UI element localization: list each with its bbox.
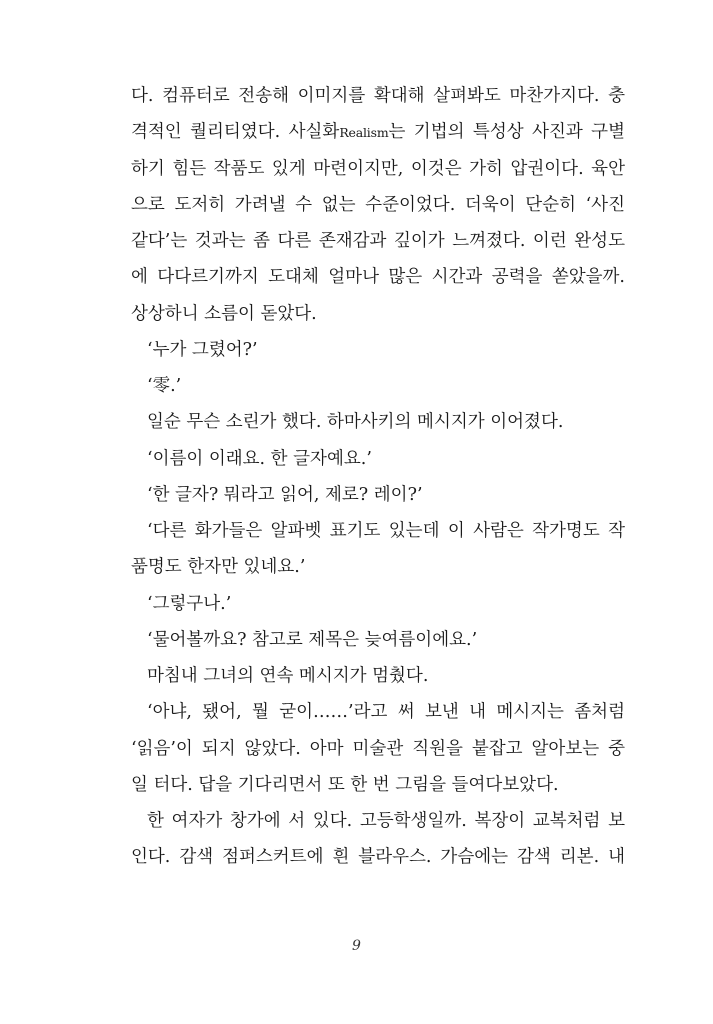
text-line: ‘아냐, 됐어, 뭘 굳이……’라고 써 보낸 내 메시지는 좀처럼	[147, 702, 625, 723]
dialogue-line: 품명도 한자만 있네요.’	[131, 557, 306, 578]
text-line: 으로 도저히 가려낼 수 없는 수준이었다. 더욱이 단순히 ‘사진	[131, 194, 625, 215]
latin-annotation: Realism	[339, 125, 389, 141]
text-line: 마침내 그녀의 연속 메시지가 멈췄다.	[147, 666, 429, 686]
dialogue-line: ‘한 글자? 뭐라고 읽어, 제로? 레이?’	[147, 484, 423, 505]
text-line: 인다. 감색 점퍼스커트에 흰 블라우스. 가슴에는 감색 리본. 내	[131, 847, 625, 868]
text-line: 한 여자가 창가에 서 있다. 고등학생일까. 복장이 교복처럼 보	[147, 811, 625, 831]
dialogue-line: ‘다른 화가들은 알파벳 표기도 있는데 이 사람은 작가명도 작	[147, 521, 625, 541]
text-line: ‘읽음’이 되지 않았다. 아마 미술관 직원을 붙잡고 알아보는 중	[131, 738, 625, 759]
text-line: 상상하니 소름이 돋았다.	[131, 303, 317, 324]
dialogue-line: ‘누가 그렸어?’	[147, 339, 258, 360]
dialogue-line: ‘零.’	[147, 376, 182, 396]
text-line: 하기 힘든 작품도 있게 마련이지만, 이것은 가히 압권이다. 육안	[131, 158, 625, 179]
text-line: 같다’는 것과는 좀 다른 존재감과 깊이가 느껴졌다. 이런 완성도	[131, 231, 625, 251]
text-segment: 는 기법의 특성상 사진과 구별	[388, 122, 625, 143]
dialogue-line: ‘그렇구나.’	[147, 593, 232, 614]
dialogue-line: ‘물어볼까요? 참고로 제목은 늦여름이에요.’	[147, 629, 478, 650]
dialogue-line: ‘이름이 이래요. 한 글자예요.’	[147, 448, 372, 469]
text-line	[131, 114, 625, 150]
text-line: 에 다다르기까지 도대체 얼마나 많은 시간과 공력을 쏟았을까.	[131, 267, 626, 288]
text-line: 일순 무슨 소린가 했다. 하마사키의 메시지가 이어졌다.	[147, 412, 564, 433]
body-text	[131, 78, 625, 876]
text-line: 일 터다. 답을 기다리면서 또 한 번 그림을 들여다보았다.	[131, 774, 559, 795]
page-number: 9	[352, 938, 361, 954]
text-segment: 격적인 퀄리티였다. 사실화	[131, 122, 340, 143]
text-line: 다. 컴퓨터로 전송해 이미지를 확대해 살펴봐도 마찬가지다. 충	[131, 86, 625, 106]
